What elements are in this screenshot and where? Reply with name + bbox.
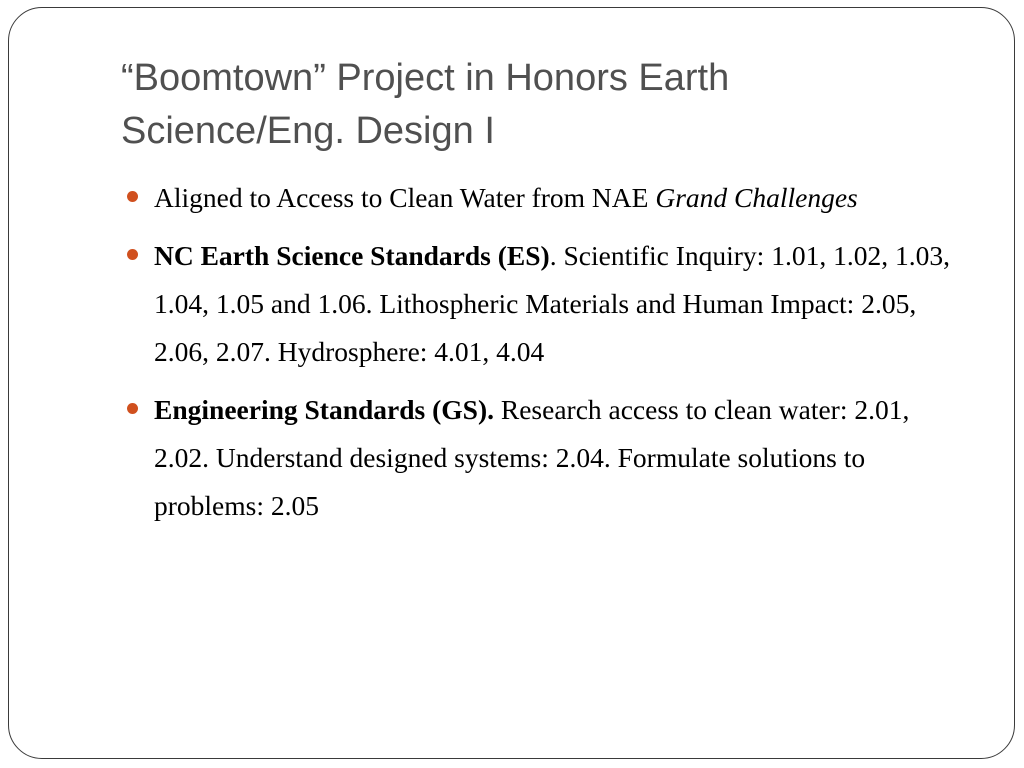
bullet-text: Research access to clean water: 2.01, 2.02. Understand designed systems: 2.04. Formulate solutions to problems: 2.05 (154, 394, 910, 521)
title-line-1: “Boomtown” Project in Honors Earth (121, 57, 730, 99)
title-line-2: Science/Eng. Design I (121, 110, 495, 152)
bullet-dot-icon (127, 191, 138, 202)
bullet-item-grand-challenges (127, 174, 967, 222)
bullet-dot-icon (127, 403, 138, 414)
bullet-item-gs-standards (127, 386, 967, 530)
bullet-list (127, 174, 967, 540)
bullet-bold-text: Engineering Standards (GS). (154, 394, 494, 425)
bullet-bold-text: NC Earth Science Standards (ES) (154, 240, 550, 271)
bullet-italic-text: Grand Challenges (655, 182, 858, 213)
bullet-dot-icon (127, 249, 138, 260)
bullet-text: Aligned to Access to Clean Water from NAE (154, 182, 656, 213)
slide (8, 7, 1015, 759)
bullet-text: . Scientific Inquiry: 1.01, 1.02, 1.03, 1.04, 1.05 and 1.06. Lithospheric Materials and Human Impact: 2.05, 2.06, 2.07. Hydrosphere: 4.01, 4.04 (154, 240, 950, 367)
bullet-item-es-standards (127, 232, 967, 376)
slide-title (121, 52, 941, 158)
